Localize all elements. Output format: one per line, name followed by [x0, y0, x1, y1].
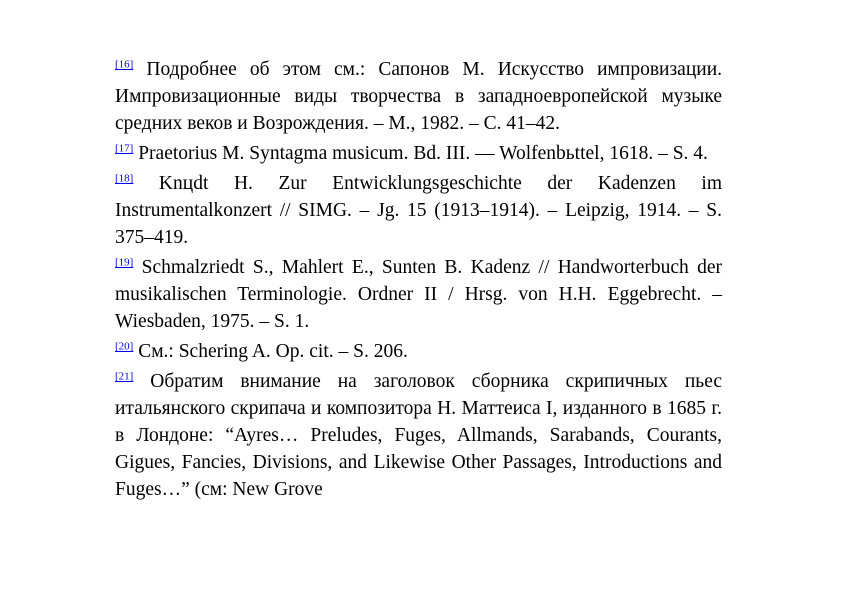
footnote-text: Schmalzriedt S., Mahlert E., Sunten B. Kadenz // Handworterbuch der musikalischen Terminologie. Ordner II / Hrsg. von H.H. Eggebrecht. – Wiesbaden, 1975. – S. 1.: [115, 257, 722, 332]
footnote-19: [115, 254, 722, 335]
footnote-ref-link[interactable]: [17]: [115, 142, 134, 155]
footnote-21: [115, 368, 722, 503]
footnote-text: Обратим внимание на заголовок сборника скрипичных пьес итальянского скрипача и композитора Н. Маттеиса I, изданного в 1685 г. в Лондоне: “Ayres… Preludes, Fuges, Allmands, Sarabands, Courants, Gigues, Fancies, Divisions, and Likewise Other Passages, Introductions and Fuges…” (см: New Grove: [115, 371, 722, 500]
footnote-ref-link[interactable]: [18]: [115, 172, 134, 185]
footnote-text: Praetorius M. Syntagma musicum. Bd. III. — Wolfenbьttel, 1618. – S. 4.: [138, 143, 708, 164]
footnote-16: [115, 56, 722, 137]
footnote-text: Подробнее об этом см.: Сапонов М. Искусство импровизации. Импровизационные виды творчества в западноевропейской музыке средних веков и Возрождения. – М., 1982. – С. 41–42.: [115, 59, 722, 134]
footnote-ref-link[interactable]: [16]: [115, 58, 134, 71]
footnote-text: См.: Schering A. Op. cit. – S. 206.: [138, 341, 408, 362]
footnote-ref-link[interactable]: [21]: [115, 370, 134, 383]
footnote-ref-link[interactable]: [20]: [115, 340, 134, 353]
footnote-ref-link[interactable]: [19]: [115, 256, 134, 269]
footnote-20: [115, 338, 722, 365]
footnote-18: [115, 170, 722, 251]
footnote-17: [115, 140, 722, 167]
footnote-text: Knцdt H. Zur Entwicklungsgeschichte der Kadenzen im Instrumentalkonzert // SIMG. – Jg. 15 (1913–1914). – Leipzig, 1914. – S. 375–419.: [115, 173, 722, 248]
footnotes-page: [115, 56, 722, 506]
